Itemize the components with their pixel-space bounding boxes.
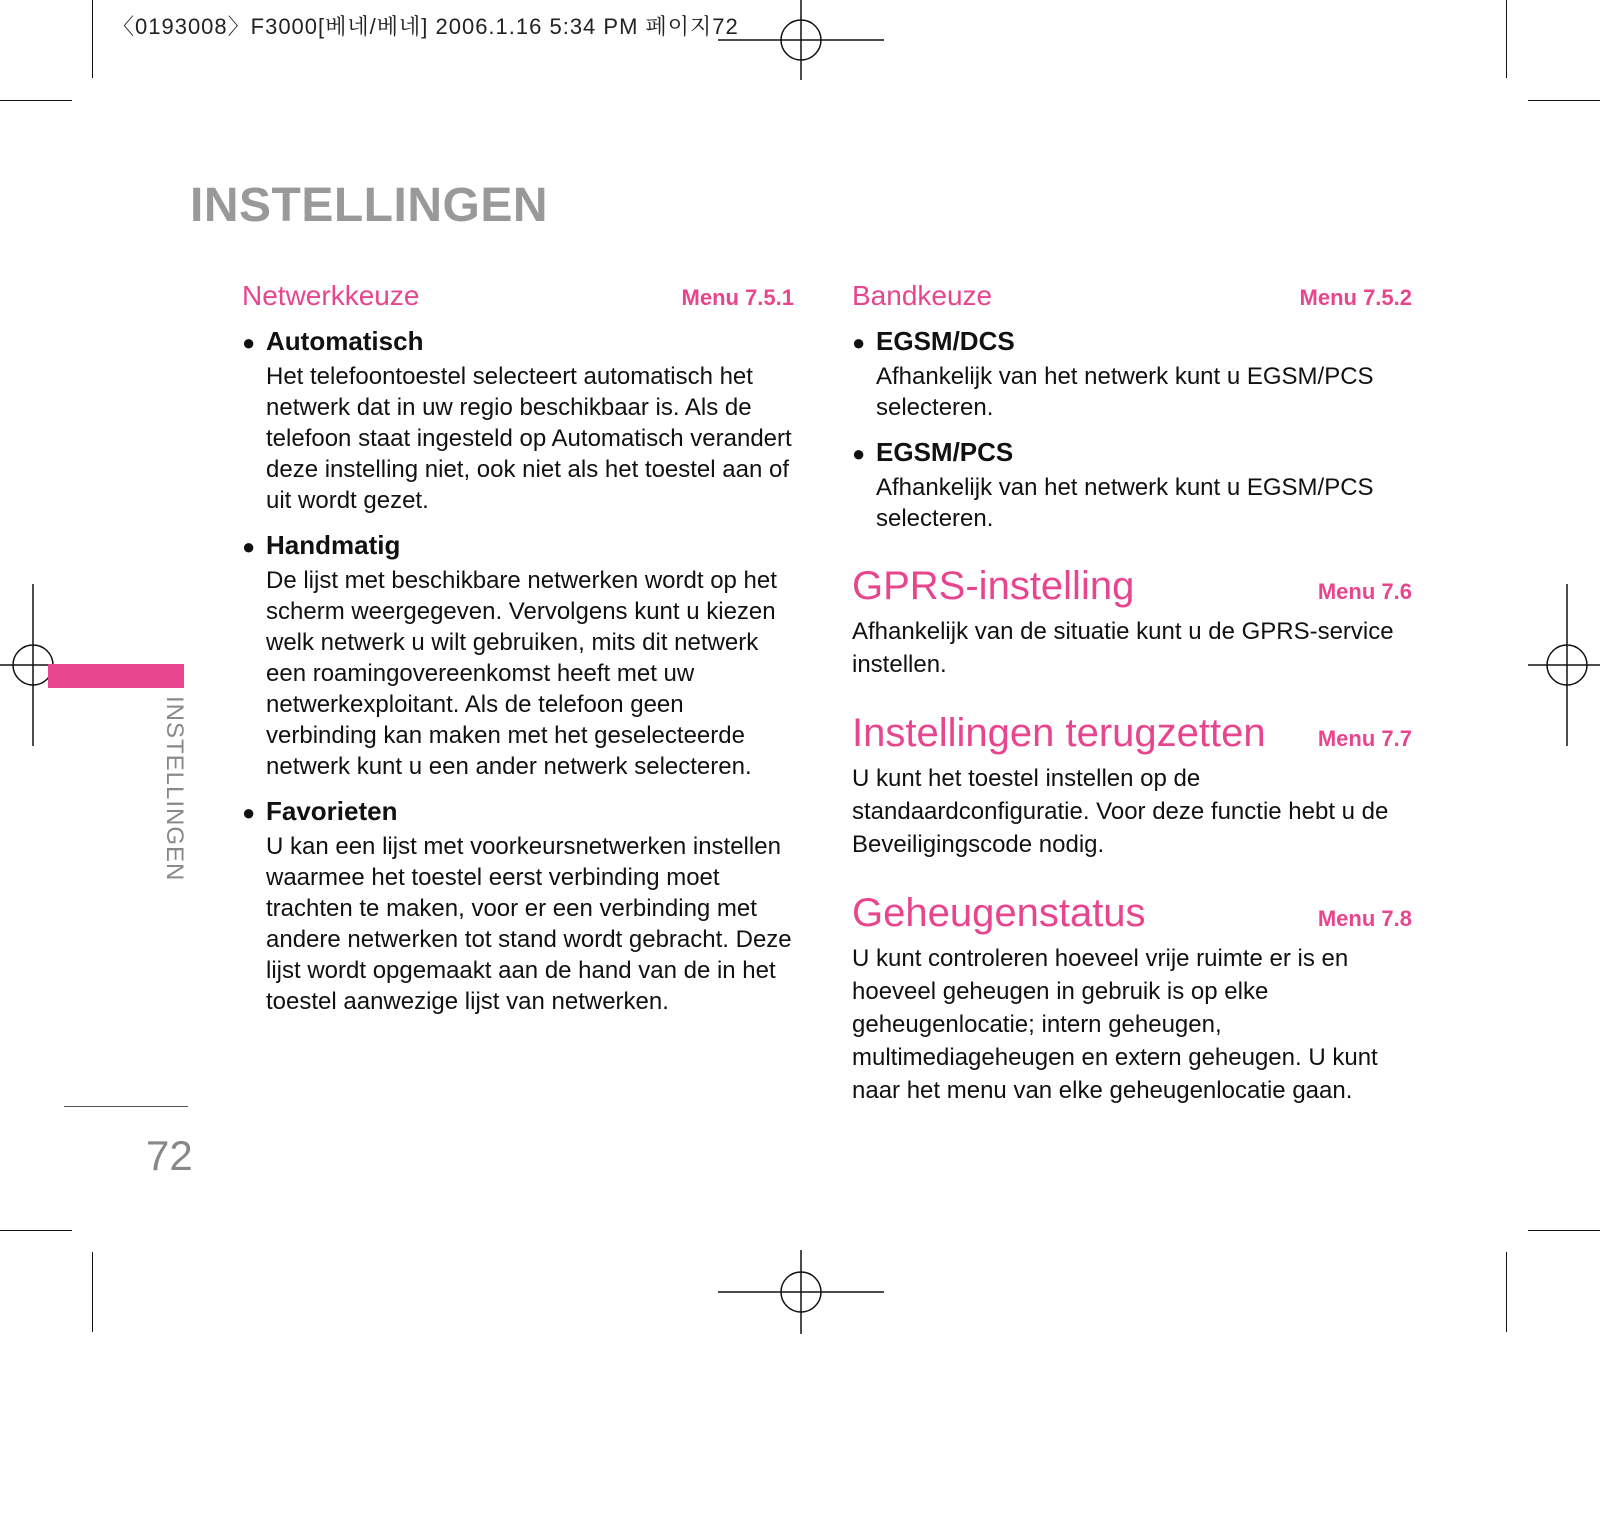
bullet-icon: ● [242,330,256,355]
section-body: U kunt het toestel instellen op de standaardconfiguratie. Voor deze functie hebt u de Beveiligingscode nodig. [852,765,1389,858]
bullet-icon: ● [242,534,256,559]
crop-mark [0,1230,72,1231]
section-header-bandkeuze [852,280,1412,312]
list-item [852,326,1412,423]
section-body: Afhankelijk van de situatie kunt u de GPRS-service instellen. [852,618,1394,678]
bullet-body: Afhankelijk van het netwerk kunt u EGSM/PCS selecteren. [876,474,1374,532]
section-header-netwerkkeuze [242,280,794,312]
print-slug: 〈0193008〉F3000[베네/베네] 2006.1.16 5:34 PM 페이지72 [112,14,739,39]
menu-reference: Menu 7.5.2 [1299,285,1412,310]
menu-reference: Menu 7.8 [1317,906,1412,931]
menu-reference: Menu 7.7 [1317,726,1412,751]
side-tab-label: INSTELLINGEN [161,696,188,882]
bullet-icon: ● [242,800,256,825]
crop-mark [92,0,93,78]
crop-mark [92,1252,93,1332]
registration-mark [718,1250,884,1334]
bullet-title: EGSM/PCS [876,437,1014,467]
bullet-icon: ● [852,330,866,355]
menu-reference: Menu 7.6 [1317,579,1412,604]
page-number-rule [64,1106,188,1107]
crop-mark [1506,1252,1507,1332]
crop-mark [1528,1230,1600,1231]
section-title: Instellingen terugzetten [852,711,1266,755]
registration-mark [1528,584,1600,746]
list-item [242,530,794,782]
section-title: Netwerkkeuze [242,280,420,311]
page-number: 72 [146,1132,193,1179]
list-item [242,326,794,516]
registration-mark [718,0,884,80]
bullet-title: Automatisch [266,326,424,356]
list-item [242,796,794,1017]
bullet-body: De lijst met beschikbare netwerken wordt op het scherm weergegeven. Vervolgens kunt u kiezen welk netwerk u wilt gebruiken, mits dit netwerk een roamingovereenkomst heeft met uw netwerkexploitant. Als de telefoon geen verbinding kan maken met het geselecteerde netwerk kunt u een ander netwerk selecteren. [266,567,777,780]
bullet-title: EGSM/DCS [876,326,1015,356]
section-title: GPRS-instelling [852,564,1135,608]
chapter-title: INSTELLINGEN [190,179,549,232]
bullet-body: U kan een lijst met voorkeursnetwerken instellen waarmee het toestel eerst verbinding moet trachten te maken, voor er een verbinding met andere netwerken tot stand wordt gebracht. Deze lijst wordt opgemaakt aan de hand van de in het toestel aanwezige lijst van netwerken. [266,833,792,1015]
bullet-body: Afhankelijk van het netwerk kunt u EGSM/PCS selecteren. [876,363,1374,421]
crop-mark [1506,0,1507,78]
right-column [852,280,1412,1107]
section-header-geheugenstatus [852,891,1412,936]
side-tab-marker [48,664,184,688]
bullet-title: Favorieten [266,796,398,826]
section-header-gprs [852,564,1412,609]
bullet-icon: ● [852,441,866,466]
menu-reference: Menu 7.5.1 [681,285,794,310]
section-title: Geheugenstatus [852,891,1146,935]
list-item [852,437,1412,534]
crop-mark [0,100,72,101]
section-body: U kunt controleren hoeveel vrije ruimte er is en hoeveel geheugen in gebruik is op elke geheugenlocatie; intern geheugen, multimediageheugen en extern geheugen. U kunt naar het menu van elke geheugenlocatie gaan. [852,945,1378,1104]
section-title: Bandkeuze [852,280,993,311]
crop-mark [1528,100,1600,101]
bullet-body: Het telefoontoestel selecteert automatisch het netwerk dat in uw regio beschikbaar is. Als de telefoon staat ingesteld op Automatisch verandert deze instelling niet, ook niet als het toestel aan of uit wordt gezet. [266,363,792,514]
section-header-reset [852,711,1412,756]
left-column [242,280,794,1017]
bullet-title: Handmatig [266,530,401,560]
